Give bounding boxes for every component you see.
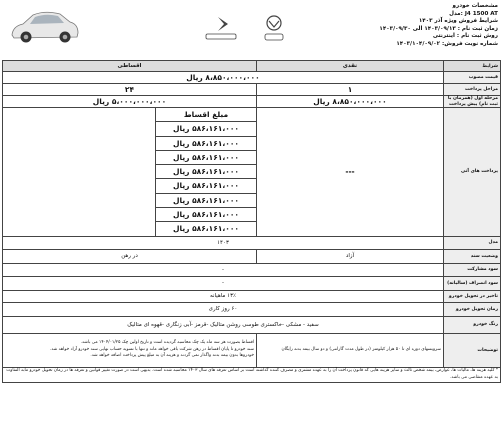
footer-note-row: [3, 367, 501, 382]
payment-stages-row: [3, 84, 501, 96]
delivery-value: ۶۰ روز کاری: [3, 302, 444, 316]
prepay-sub: پیش پرداخت: [449, 101, 478, 107]
participation-value: -: [3, 263, 444, 276]
table-header-row: [3, 61, 501, 72]
participation-row: [3, 263, 501, 276]
delay-row: [3, 290, 501, 302]
model-line: مدل: J4 1500 AT: [449, 10, 498, 17]
model-row: [3, 236, 501, 249]
brand-logos: [200, 14, 290, 44]
status-label: وضعیت سند: [444, 249, 501, 263]
delivery-row: [3, 302, 501, 316]
installments-row: [3, 108, 501, 237]
conditions-label: شرایط: [444, 61, 501, 72]
note-installment: [3, 333, 257, 367]
other-payments-label: پرداخت های آتی: [444, 108, 501, 237]
cash-status: آزاد: [257, 249, 444, 263]
installment-first-payment: ۵،۰۰۰،۰۰۰،۰۰۰ ریال: [3, 96, 257, 108]
color-row: [3, 316, 501, 333]
cash-stages: ۱: [257, 84, 444, 96]
car-image-icon: [8, 5, 82, 47]
installment-item: ۵۸۶،۱۶۱،۰۰۰ ریال: [156, 136, 256, 150]
note-cash: سرویسهای دوره ای تا ۵۰ هزار کیلومتر (در طول مدت گارانتی) و دو سال بیمه بدنه رایگان: [257, 333, 444, 367]
compensation-label: سود انصراف (سالیانه): [444, 276, 501, 290]
notes-row: [3, 333, 501, 367]
note-installment-2: سند خودرو تا پایان اقساط در رهن شرکت باقی خواهد ماند و تنها با تسویه حساب نهایی سند خودرو آزاد خواهد شد.: [50, 346, 254, 352]
notes-label: توضیحات: [444, 333, 501, 367]
installment-item: ۵۸۶،۱۶۱،۰۰۰ ریال: [156, 207, 256, 221]
model-value: ۱۴۰۳: [3, 236, 444, 249]
delivery-label: زمان تحویل خودرو: [444, 302, 501, 316]
installment-header: اقساطی: [3, 61, 257, 72]
note-installment-3: خودروها بدون بیمه بدنه واگذار نمی گردند و هزینه آن به مبلغ پیش پرداخت اضافه خواهد شد.: [90, 353, 254, 359]
installment-item: ۵۸۶،۱۶۱،۰۰۰ ریال: [156, 164, 256, 178]
registration-time: زمان ثبت نام : ۱۴۰۳/۰۹/۱۳ الی ۱۴۰۳/۰۹/۳۰: [379, 25, 498, 32]
cash-first-payment: ۸،۸۵۰،۰۰۰،۰۰۰ ریال: [257, 96, 444, 108]
color-value: سفید - مشکی -خاکستری طوسی روشن متالیک -قرمز -آبی زنگاری -قهوه ای متالیک: [3, 316, 444, 333]
installment-item: ۵۸۶،۱۶۱،۰۰۰ ریال: [156, 121, 256, 135]
compensation-row: [3, 276, 501, 290]
spec-title: مشخصات خودرو: [452, 3, 498, 9]
installment-status: در رهن: [3, 249, 257, 263]
first-payment-row: [3, 96, 501, 108]
approved-price-row: [3, 72, 501, 84]
installment-item: ۵۸۶،۱۶۱،۰۰۰ ریال: [156, 150, 256, 164]
note-installment-1: اقساط بصورت هر سه ماه یک چک محاسبه گردیده است و تاریخ اولین چک ۱۴۰۴/۰۱/۲۵ می باشد.: [80, 340, 254, 346]
installment-item: ۵۸۶،۱۶۱،۰۰۰ ریال: [156, 221, 256, 235]
cash-installments: ---: [257, 108, 444, 237]
cash-header: نقدی: [257, 61, 444, 72]
delay-value: ۱۳٪ ماهیانه: [3, 290, 444, 302]
round-number: شماره نوبت فروش: ۱۴۰۳/۱۰۴/۰۹/۰۲: [396, 40, 498, 47]
sale-title: شرایط فروش ویژه آذر ۱۴۰۳: [418, 18, 498, 25]
installment-item: ۵۸۶،۱۶۱،۰۰۰ ریال: [156, 178, 256, 192]
approved-price-value: ۸،۸۵۰،۰۰۰،۰۰۰ ریال: [3, 72, 444, 84]
payment-stages-label: مراحل پرداخت: [444, 84, 501, 96]
installment-list: [3, 108, 257, 237]
installment-stages: ۲۴: [3, 84, 257, 96]
prepay-label: [444, 96, 501, 108]
compensation-value: -: [3, 276, 444, 290]
document-status-row: [3, 249, 501, 263]
kerman-motor-logo-icon: [206, 17, 236, 39]
jac-logo-icon: [265, 16, 283, 40]
first-stage-label: مرحله اول: [474, 96, 498, 101]
approved-price-label: قیمت مصوب: [444, 72, 501, 84]
installment-item: ۵۸۶،۱۶۱،۰۰۰ ریال: [156, 193, 256, 207]
header: [0, 0, 502, 57]
footer-note: * کلیه هزینه ها، مالیات ها، عوارض، بیمه شخص ثالث و سایر هزینه هایی که قانون پرداخت آن را به عهده مشتری و مصرف کننده گذاشته است بر اساس تعرفه های سال ۱۴۰۳ محاسبه شده است. بدیهی است در صورت تغییر قوانین و تعرفه ها در زمان تحویل خودرو مابه التفاوت به عهده متقاضی می باشد.: [3, 367, 501, 382]
installment-amount-header: مبلغ اقساط: [183, 110, 229, 119]
color-label: رنگ خودرو: [444, 316, 501, 333]
model-label: مدل: [444, 236, 501, 249]
participation-label: سود مشارکت: [444, 263, 501, 276]
first-stage-sub: (همزمان با ثبت نام): [447, 96, 498, 107]
delay-label: تاخیر در تحویل خودرو: [444, 290, 501, 302]
spec-block: [379, 3, 498, 49]
conditions-table: [2, 60, 501, 383]
registration-method: روش ثبت نام : اینترنتی: [432, 33, 498, 40]
